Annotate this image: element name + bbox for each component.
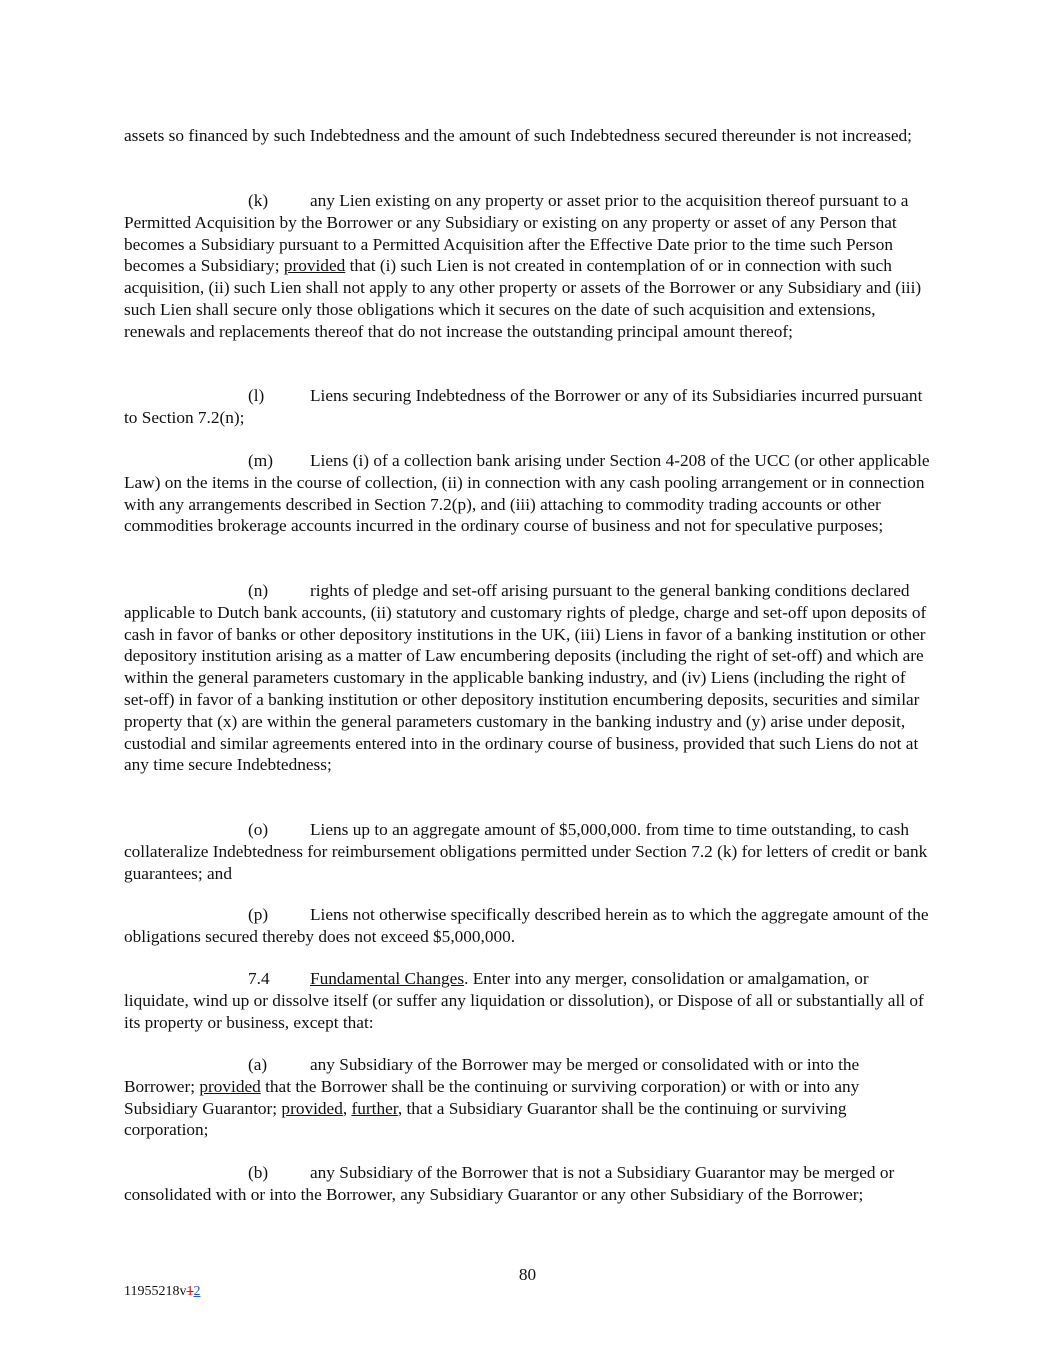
provided-term: provided	[283, 256, 346, 276]
paragraph-o: (o) Liens up to an aggregate amount of $5,000,000. from time to time outstanding, to cash collateralize Indebtedness for reimbursement obligations permitted under Section 7.2 (k) for letters of credit or bank guarantees; and	[124, 820, 928, 883]
page-number: 80	[518, 1265, 537, 1284]
section-heading: Fundamental Changes	[310, 969, 465, 988]
paragraph-n: (n) rights of pledge and set-off arising pursuant to the general banking conditions declared applicable to Dutch bank accounts, (ii) statutory and customary rights of pledge, charge and set-off upon deposits of cash in favor of banks or other depository institutions in the UK, (iii) Liens in favor of a banking institution or other depository institution arising as a matter of Law encumbering deposits (including the right of set-off) and which are within the general parameters customary in the applicable banking industry, and (iv) Liens (including the right of set-off) in favor of a banking institution or other depository institution encumbering deposits, securities and similar property that (x) are within the general parameters customary in the banking industry and (y) arise under deposit, custodial and similar agreements entered into in the ordinary course of business, provided that such Liens do not at any time secure Indebtedness;	[124, 581, 927, 775]
paragraph-intro: assets so financed by such Indebtedness and the amount of such Indebtedness secured thereunder is not increased;	[124, 126, 912, 145]
section-7-4: 7.4 Fundamental Changes. Enter into any merger, consolidation or amalgamation, or liquidate, wind up or dissolve itself (or suffer any liquidation or dissolution), or Dispose of all or substantially all of its property or business, except that:	[124, 969, 924, 1032]
clause-number: (m)	[248, 451, 273, 470]
paragraph-p: (p) Liens not otherwise specifically described herein as to which the aggregate amount of the obligations secured thereby does not exceed $5,000,000.	[124, 905, 929, 946]
paragraph-k: (k) any Lien existing on any property or asset prior to the acquisition thereof pursuant to a Permitted Acquisition by the Borrower or any Subsidiary or existing on any property or asset of any Person that becomes a Subsidiary pursuant to a Permitted Acquisition after the Effective Date prior to the time such Person becomes a Subsidiary; provided that (i) such Lien is not created in contemplation of or in connection with such acquisition, (ii) such Lien shall not apply to any other property or assets of the Borrower or any Subsidiary and (iii) such Lien shall secure only those obligations which it secures on the date of such acquisition and extensions, renewals and replacements thereof that do not increase the outstanding principal amount thereof;	[124, 191, 922, 341]
paragraph-m: (m) Liens (i) of a collection bank arising under Section 4-208 of the UCC (or other applicable Law) on the items in the course of collection, (ii) in connection with any cash pooling arrangement or in connection with any arrangements described in Section 7.2(p), and (iii) attaching to commodity trading accounts or other commodities brokerage accounts incurred in the ordinary course of business and not for speculative purposes;	[124, 451, 930, 536]
section-number: 7.4	[248, 969, 270, 988]
clause-number: (o)	[248, 820, 269, 839]
paragraph-l: (l) Liens securing Indebtedness of the Borrower or any of its Subsidiaries incurred pursuant to Section 7.2(n);	[124, 386, 923, 427]
clause-number: (k)	[248, 191, 269, 210]
inserted-version: 2	[193, 1284, 201, 1299]
clause-number: (b)	[248, 1163, 269, 1182]
clause-number: (l)	[248, 386, 265, 405]
provided-term: provided	[199, 1076, 261, 1096]
document-id: 11955218v12	[124, 1284, 201, 1299]
clause-number: (n)	[248, 581, 269, 600]
clause-number: (p)	[248, 905, 269, 924]
provided-term: provided	[281, 1098, 343, 1118]
paragraph-b: (b) any Subsidiary of the Borrower that is not a Subsidiary Guarantor may be merged or consolidated with or into the Borrower, any Subsidiary Guarantor or any other Subsidiary of the Borrower;	[124, 1163, 895, 1204]
further-term: further	[351, 1098, 398, 1118]
deleted-version: 1	[186, 1284, 194, 1299]
clause-number: (a)	[248, 1055, 268, 1074]
paragraph-a: (a) any Subsidiary of the Borrower may be merged or consolidated with or into the Borrower; provided that the Borrower shall be the continuing or surviving corporation) or with or into any Subsidiary Guarantor; provided, further, that a Subsidiary Guarantor shall be the continuing or surviving corporation;	[124, 1055, 860, 1140]
